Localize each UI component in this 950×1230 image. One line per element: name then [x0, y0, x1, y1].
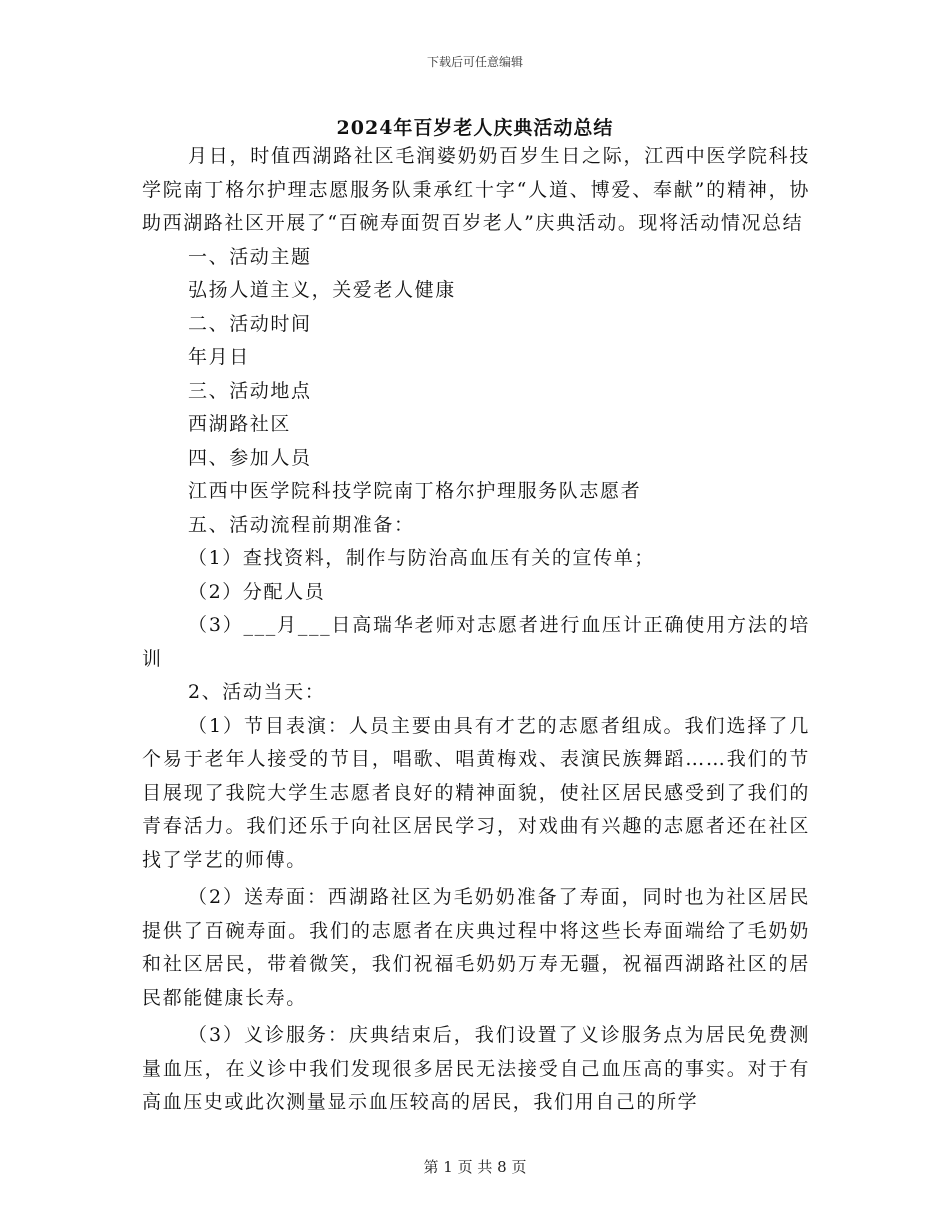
document-title: 2024年百岁老人庆典活动总结	[336, 117, 614, 139]
page-number: 第 1 页 共 8 页	[423, 1158, 527, 1176]
prep-item-3: （3）___月___日高瑞华老师对志愿者进行血压计正确使用方法的培训	[142, 614, 810, 670]
header-note: 下载后可任意编辑	[426, 55, 523, 69]
prep-item-1: （1）查找资料，制作与防治高血压有关的宣传单；	[188, 547, 655, 569]
document-body	[142, 140, 810, 1120]
section-text-time: 年月日	[188, 346, 250, 368]
day-item-2: （2）送寿面：西湖路社区为毛奶奶准备了寿面，同时也为社区居民提供了百碗寿面。我们的志愿者在庆典过程中将这些长寿面端给了毛奶奶和社区居民，带着微笑，我们祝福毛奶奶万寿无疆，祝福西湖路社区的居民都能健康长寿。	[142, 886, 810, 1009]
section-text-theme: 弘扬人道主义，关爱老人健康	[188, 279, 456, 301]
section-text-location: 西湖路社区	[188, 413, 292, 435]
prep-item-2: （2）分配人员	[188, 580, 326, 603]
section-heading-theme: 一、活动主题	[188, 245, 312, 268]
day-item-1: （1）节目表演：人员主要由具有才艺的志愿者组成。我们选择了几个易于老年人接受的节目，唱歌、唱黄梅戏、表演民族舞蹈……我们的节目展现了我院大学生志愿者良好的精神面貌，使社区居民感受到了我们的青春活力。我们还乐于向社区居民学习，对戏曲有兴趣的志愿者还在社区找了学艺的师傅。	[142, 714, 810, 871]
section-heading-participants: 四、参加人员	[188, 446, 312, 469]
section-heading-location: 三、活动地点	[188, 379, 312, 402]
intro-paragraph: 月日，时值西湖路社区毛润婆奶奶百岁生日之际，江西中医学院科技学院南丁格尔护理志愿服务队秉承红十字“人道、博爱、奉献”的精神，协助西湖路社区开展了“百碗寿面贺百岁老人”庆典活动。现将活动情况总结	[142, 145, 810, 234]
day-item-3: （3）义诊服务：庆典结束后，我们设置了义诊服务点为居民免费测量血压，在义诊中我们发现很多居民无法接受自己血压高的事实。对于有高血压史或此次测量显示血压较高的居民，我们用自己的所学	[142, 1024, 810, 1113]
section-heading-time: 二、活动时间	[188, 312, 312, 335]
day-heading: 2、活动当天：	[188, 681, 326, 703]
section-text-participants: 江西中医学院科技学院南丁格尔护理服务队志愿者	[188, 480, 642, 502]
section-heading-process: 五、活动流程前期准备：	[188, 513, 415, 536]
